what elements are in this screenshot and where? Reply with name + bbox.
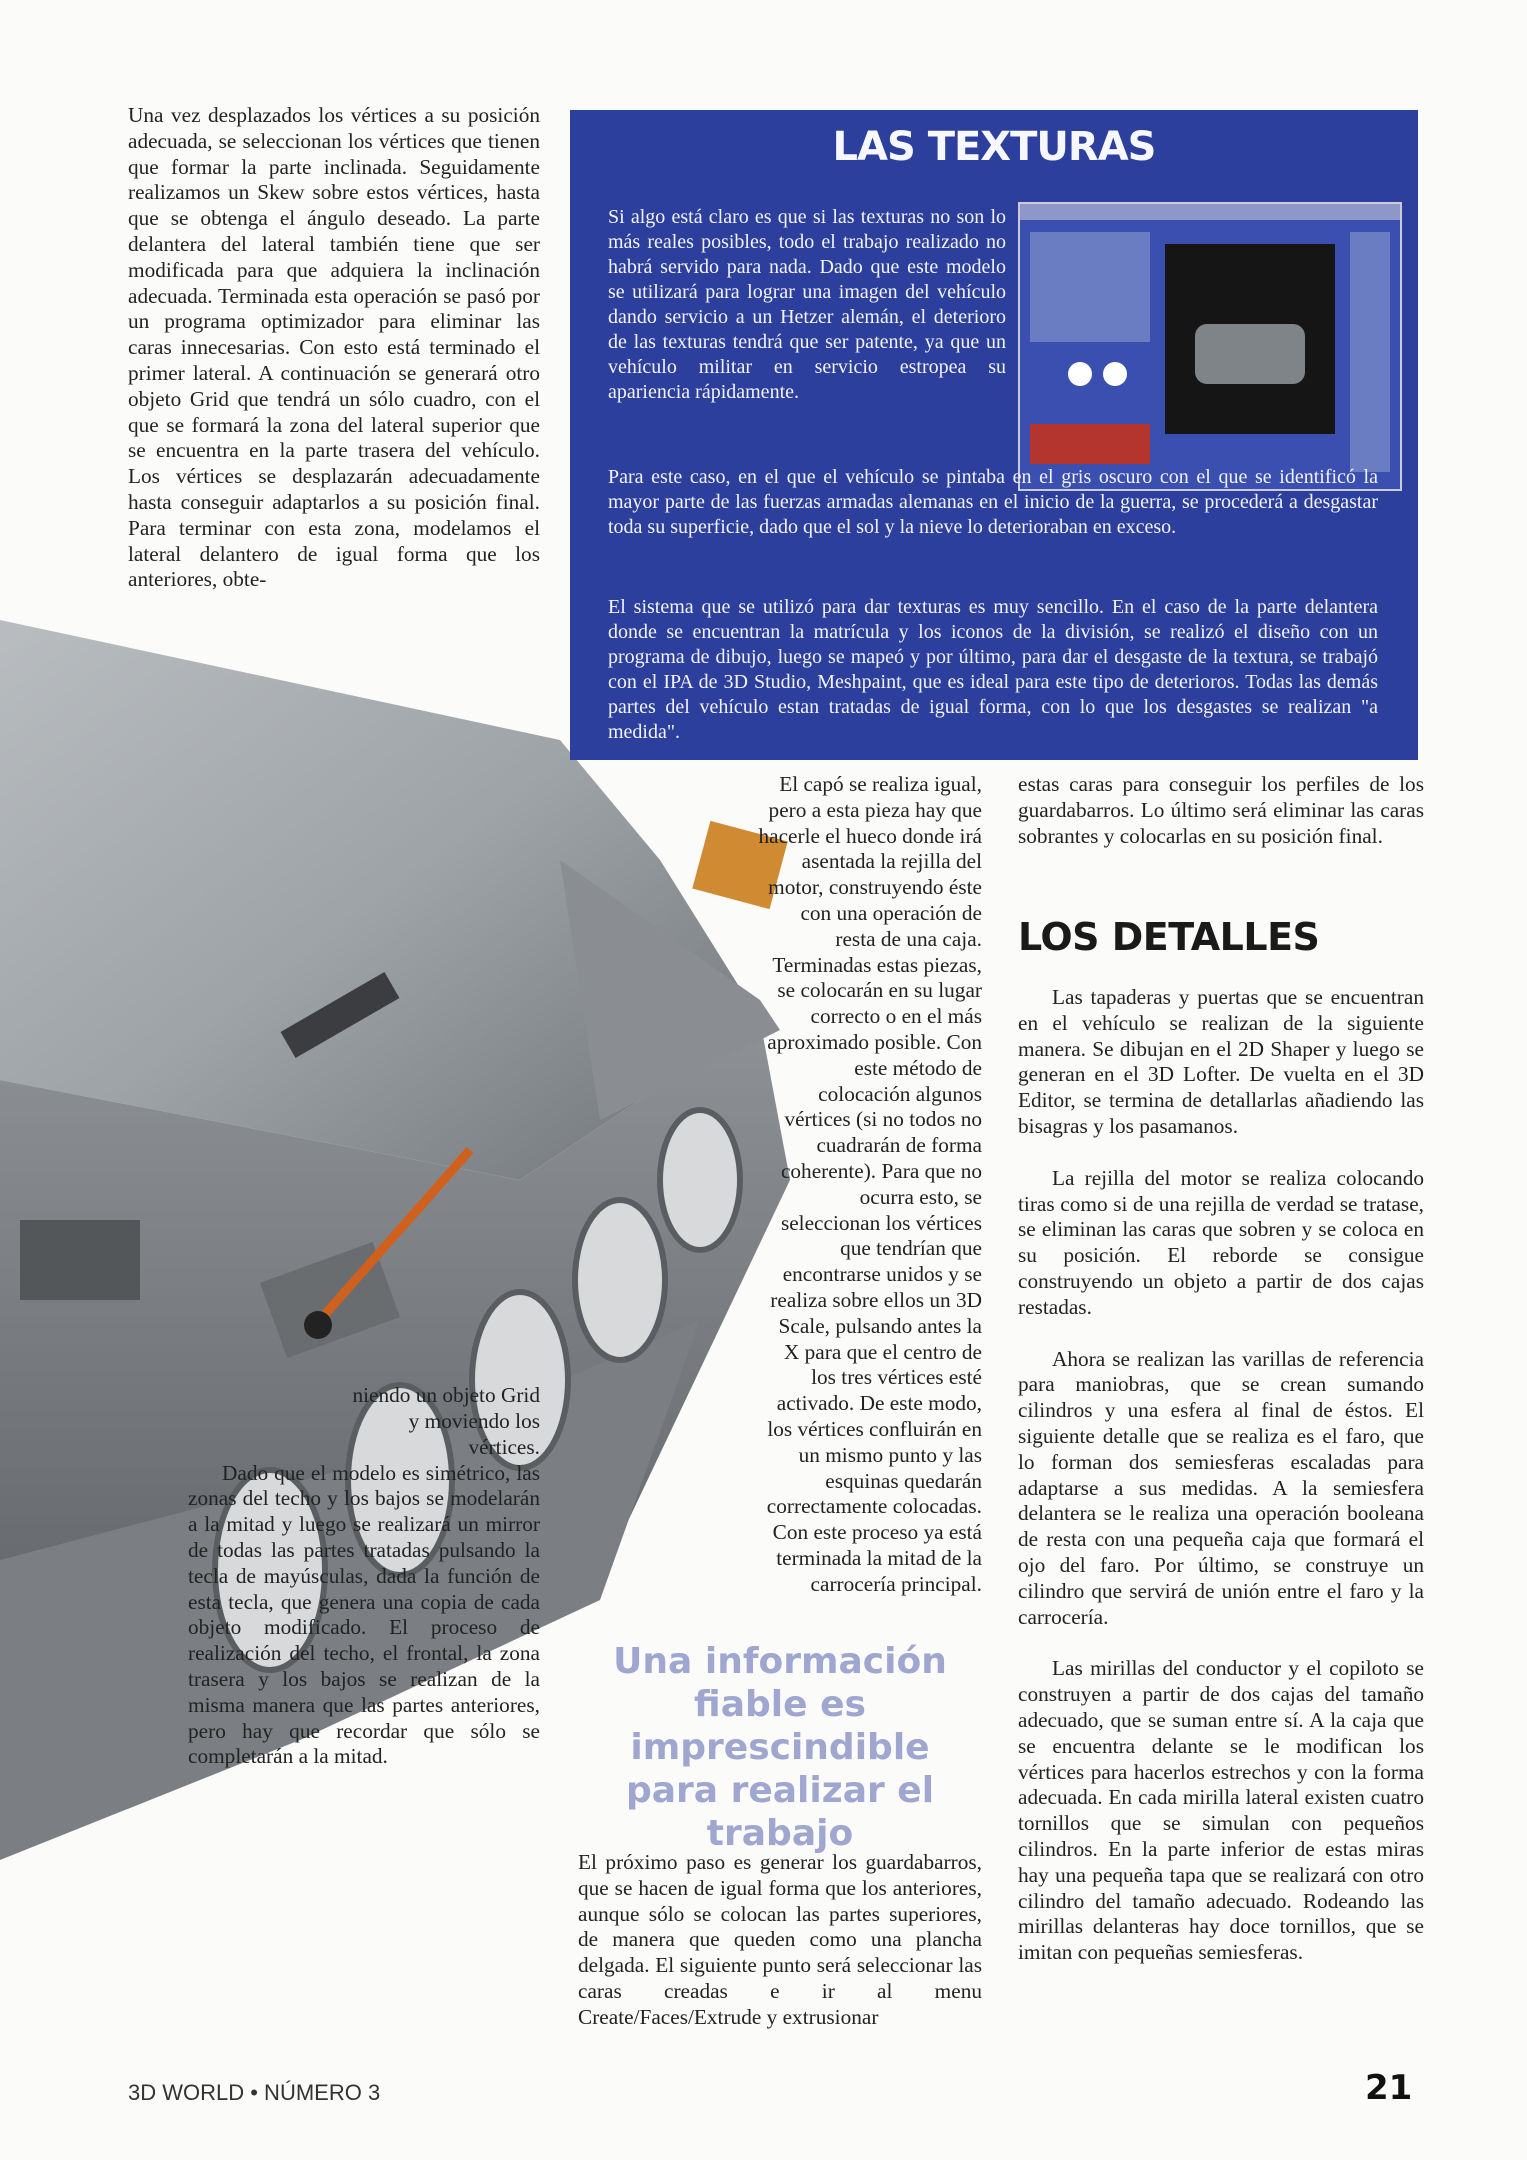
left-paragraph-3: Dado que el modelo es simétrico, las zonas del techo y los bajos se modelarán a la mitad y luego se realizará un mirror de todas las partes tratadas pulsando la tecla de mayúsculas, dada la función de esta tecla, que genera una copia de cada objeto modificado. El proceso de realización del techo, el frontal, la zona trasera y los bajos se realizan de la misma manera que las partes anteriores, pero hay que recordar que sólo se completarán a la mitad. — [188, 1460, 540, 1769]
screenshot-graphic — [1020, 204, 1400, 489]
sidebar-title: LAS TEXTURAS — [832, 124, 1156, 170]
pull-quote: Una información fiable es imprescindible para realizar el trabajo — [613, 1641, 947, 1854]
footer-magazine-title: 3D WORLD • NÚMERO 3 — [128, 2080, 381, 2105]
page-number: 21 — [1365, 2068, 1413, 2108]
sidebar-paragraph-1: Si algo está claro es que si las texturas no son lo más reales posibles, todo el trabajo realizado no habrá servido para nada. Dado que este modelo se utilizará para lograr una imagen del vehículo dando servicio a un Hetzer alemán, el deterioro de las texturas tendrá que ser patente, ya que un vehículo militar en servicio estropea su apariencia rápidamente. — [608, 206, 1006, 403]
middle-column — [578, 772, 982, 1624]
sidebar-paragraph-2: Para este caso, en el que el vehículo se pintaba en el gris oscuro con el que se identificó la mayor parte de las fuerzas armadas alemanas en el inicio de la guerra, se procederá a desgastar toda su superficie, dado que el sol y la nieve lo deterioraban en exceso. — [608, 466, 1378, 538]
right-column — [1018, 772, 1424, 875]
right-paragraph-1: Las tapaderas y puertas que se encuentran en el vehículo se realizan de la siguiente manera. Se dibujan en el 2D Shaper y luego se generan en el 3D Lofter. De vuelta en el 3D Editor, se termina de detallarlas añadiendo las bisagras y los pasamanos. — [1018, 985, 1424, 1138]
right-column-details — [1018, 985, 1424, 1992]
textures-sidebar — [570, 110, 1418, 760]
middle-column-lower — [578, 1850, 982, 2057]
right-paragraph-4: Las mirillas del conductor y el copiloto se construyen a partir de dos cajas del tamaño adecuado, que se suman entre sí. A la caja que se encuentra delante se le modifican los vértices para hacerlos estrechos y con la forma adecuada. En cada mirilla lateral existen cuatro tornillos que se simulan con pequeños cilindros. En la parte inferior de estas miras hay una pequeña tapa que se realizará con otro cilindro del tamaño adecuado. Rodeando las mirillas delanteras hay doce tornillos, que se imitan con pequeñas semiesferas. — [1018, 1656, 1424, 1965]
left-paragraph-2: niendo un objeto Grid y moviendo los vértices. — [352, 1383, 540, 1459]
software-screenshot — [1018, 202, 1402, 491]
left-column — [128, 103, 540, 1796]
section-heading: LOS DETALLES — [1018, 915, 1320, 959]
left-paragraph-1: Una vez desplazados los vértices a su posición adecuada, se seleccionan los vértices que tienen que formar la parte inclinada. Seguidamente realizamos un Skew sobre estos vértices, hasta que se obtenga el ángulo deseado. La parte delantera del lateral también tiene que ser modificada para que adquiera la inclinación adecuada. Terminada esta operación se pasó por un programa optimizador para eliminar las caras innecesarias. Con esto está terminado el primer lateral. A continuación se generará otro objeto Grid que tendrá un sólo cuadro, con el que se formará la zona del lateral superior que se encuentra en la parte trasera del vehículo. Los vértices se desplazarán adecuadamente hasta conseguir adaptarlos a su posición final. Para terminar con esta zona, modelamos el lateral delantero de igual forma que los anteriores, obte- — [128, 103, 540, 592]
right-paragraph-2: La rejilla del motor se realiza colocando tiras como si de una rejilla de verdad se tratase, se eliminan las caras que sobren y se coloca en su posición. El reborde se consigue construyendo un objeto a partir de dos cajas restadas. — [1018, 1165, 1424, 1319]
right-paragraph-0: estas caras para conseguir los perfiles de los guardabarros. Lo último será eliminar las caras sobrantes y colocarlas en su posición final. — [1018, 772, 1424, 848]
sidebar-paragraph-3: El sistema que se utilizó para dar texturas es muy sencillo. En el caso de la parte delantera donde se encuentran la matrícula y los iconos de la división, se realizó el diseño con un programa de dibujo, luego se mapeó y por último, para dar el desgaste de la textura, se trabajó con el IPA de 3D Studio, Meshpaint, que es ideal para este tipo de deterioros. Todas las demás partes del vehículo estan tratadas de igual forma, con lo que los desgastes se realizan "a medida". — [608, 596, 1378, 743]
middle-paragraph-1: El capó se realiza igual, pero a esta pieza hay que hacerle el hueco donde irá asentada la rejilla del motor, construyendo éste con una operación de resta de una caja. Terminadas estas piezas, se colocarán en su lugar correcto o en el más aproximado posible. Con este método de colocación algunos vértices (si no todos no cuadrarán de forma coherente). Para que no ocurra esto, se seleccionan los vértices que tendrían que encontrarse unidos y se realiza sobre ellos un 3D Scale, pulsando antes la X para que el centro de los tres vértices esté activado. De este modo, los vértices confluirán en un mismo punto y las esquinas quedarán correctamente colocadas. Con este proceso ya está terminada la mitad de la carrocería principal. — [758, 772, 982, 1596]
engine-grille — [20, 1220, 140, 1300]
right-paragraph-3: Ahora se realizan las varillas de referencia para maniobras, que se crean sumando cilindros y una esfera al final de éstos. El siguiente detalle que se realiza es el faro, que lo forman dos semiesferas escaladas para adaptarse a sus medidas. A la semiesfera delantera se le realiza una operación booleana de resta con una pequeña caja que formará el ojo del faro. Por último, se construye un cilindro que servirá de unión entre el faro y la carrocería. — [1018, 1346, 1424, 1629]
middle-paragraph-2: El próximo paso es generar los guardabarros, que se hacen de igual forma que los anteriores, aunque sólo se colocan las partes superiores, de manera que queden como una plancha delgada. El siguiente punto será seleccionar las caras creadas e ir al menu Create/Faces/Extrude y extrusionar — [578, 1850, 982, 2029]
